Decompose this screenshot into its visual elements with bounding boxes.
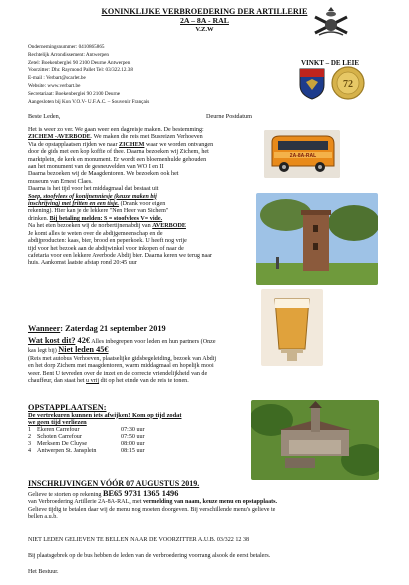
- table-row: [28, 434, 151, 441]
- destination: ZICHEM -AVERBODE: [28, 134, 91, 141]
- text-line: Je komt alles te weten over de abdijgemeenschap en de: [28, 230, 163, 237]
- text-span: Via de opstapplaatsen rijden we naar: [28, 141, 120, 148]
- bus-text: 2A-8A-RAL: [289, 153, 317, 159]
- text-line: cafetaria voor een lekkere Averbode Abdij bier. Daarna keren we terug naar: [28, 252, 212, 259]
- text-span: Gelieve te storten op rekening: [28, 492, 103, 498]
- stop-place: Antwerpen St. Jansplein: [37, 448, 97, 455]
- stop-place: Ekeren Carrefour: [37, 426, 80, 433]
- bank-account: BE65 9731 1365 1496: [102, 489, 179, 498]
- text-line: en het dorp Zichem met maagdentoren, warm middagmaal en hopelijk mooi: [28, 363, 214, 370]
- shield-icon: [299, 68, 325, 100]
- nonmember-price: Niet leden 45€: [58, 345, 109, 355]
- tower-image: [256, 193, 378, 285]
- text-line: marktplein, de kerk en monument. Er wordt een bloemenhulde gehouden: [28, 156, 207, 163]
- stop-time: 07:30 uur: [121, 426, 145, 433]
- vinkt-label: VINKT – DE LEIE: [301, 59, 360, 67]
- info-line: Zetel: Boekenberglei 90 2100 Deurne Antwerpen: [28, 59, 131, 66]
- text-line: abdijproducten: kaas, bier, brood en peperkoek. U heeft nog vrije: [28, 238, 187, 245]
- info-line: Secretariaat: Boekenberglei 90 2100 Deurne: [28, 90, 121, 97]
- artillery-emblem-icon: [309, 5, 353, 39]
- boarding-table: [28, 427, 151, 456]
- text-span: . We maken die reis met Busreizen Verhoeven: [90, 134, 203, 141]
- cost-question: Wat kost dit?: [28, 336, 76, 345]
- bus-image: [264, 130, 340, 178]
- registration-section: [28, 490, 388, 522]
- text-span: van Verbroedering Artillerie 2A-8A-RAL, met: [28, 499, 143, 506]
- payment-note: Bij betaling melden: S = stoofvlees V= vide.: [49, 215, 163, 222]
- event-date: : Zaterdag 21 september 2019: [60, 324, 166, 333]
- text-line: [28, 346, 264, 355]
- text-line: aan het monument van de gesneuvelden van WO I en II: [28, 164, 164, 171]
- text-span: ZICHEM: [119, 141, 145, 148]
- text-line: huis. Aankomst laatste afstap rond 20:45 uur: [28, 260, 137, 267]
- text-line: [28, 490, 388, 499]
- table-row: [28, 441, 151, 448]
- menu-line: Soep, stoofvlees of konijnenniesje (keuze maken bij: [28, 193, 157, 200]
- abbey-image: [251, 400, 379, 480]
- postdate: Deurne Postdatum: [206, 113, 252, 120]
- text-span: drinken.: [28, 215, 50, 222]
- boarding-section: [28, 404, 258, 456]
- text-line: Gelieve tijdig te betalen daar wij de menu nog moeten doorgeven. Bij verschillende menu's gelieve te: [28, 506, 276, 513]
- boarding-warning: we geen tijd verliezen: [28, 419, 87, 427]
- menu-line: inschrijving) met fritten en een tisje.: [28, 201, 120, 208]
- stop-time: 08:15 uur: [121, 448, 145, 455]
- when-heading: [28, 324, 166, 333]
- text-span: chauffeur, dan staat het: [28, 378, 87, 385]
- text-line: tijd voor het bezoek aan de abdijwinkel voor inkopen of naar de: [28, 245, 184, 252]
- medal-number: 72: [343, 79, 353, 90]
- info-line: Ondernemingsnummer: 0410865865: [28, 44, 105, 50]
- stop-place: Merksem De Cluyse: [37, 441, 88, 448]
- text-line: weer. Bent U tevreden over de inzet en de correcte vriendelijkheid van de: [28, 370, 208, 377]
- text-line: [28, 223, 258, 230]
- table-row: [28, 427, 151, 434]
- payment-reference: vermelding van naam, keuze menu en opstapplaats.: [142, 499, 278, 506]
- text-line: [28, 378, 264, 385]
- greeting: Beste Leden,: [28, 113, 61, 120]
- text-line: museum van Ernest Claes.: [28, 178, 93, 185]
- intro-text: [28, 127, 258, 268]
- table-row: [28, 448, 151, 455]
- text-span: waar we worden ontvangen: [144, 141, 214, 148]
- info-line: Voorzitter: Dhr. Raymond Pallet Tel: 03/322.12.38: [28, 67, 133, 74]
- text-line: [28, 499, 388, 506]
- info-line[interactable]: E-mail : Verbart@scarlet.be: [28, 75, 86, 82]
- org-title: KONINKLIJKE VERBROEDERING DER ARTILLERIE: [101, 7, 308, 16]
- nonmember-note: NIET LEDEN GELIEVEN TE BELLEN NAAR DE VOORZITTER A.U.B. 03/322 12 38: [28, 537, 250, 543]
- text-span: (Drank voor eigen: [119, 201, 166, 208]
- text-span: dit op het einde van de reis te tonen.: [99, 378, 189, 385]
- text-span: kas legt bij): [28, 348, 59, 355]
- boarding-title: OPSTAPPLAATSEN:: [28, 403, 107, 412]
- stop-place: Schoten Carrefour: [37, 433, 82, 440]
- stop-nr: 4: [28, 448, 32, 455]
- cost-section: [28, 337, 264, 385]
- medal-icon: [331, 66, 365, 100]
- info-line: Aangesloten bij Kon V.O.V- U.F.A.C. – Souvenir Français: [28, 98, 150, 105]
- when-label: Wanneer: [28, 324, 61, 333]
- text-line: Daarna is het tijd voor het middagmaal dat bestaat uit: [28, 186, 159, 193]
- org-subtitle: 2A – 8A - RAL: [180, 16, 229, 25]
- text-span: Alles inbegrepen voor leden en hun partners (Onze: [90, 339, 216, 345]
- stop-nr: 3: [28, 441, 32, 448]
- org-type: V.Z.W: [195, 26, 214, 33]
- beer-image: [261, 289, 323, 366]
- contact-info: [28, 44, 253, 106]
- info-line: Rechtelijk Arrondissement: Antwerpen: [28, 51, 109, 58]
- text-line: Daarna bezoeken wij de Maagdentoren. We bezoeken ook het: [28, 171, 179, 178]
- text-line: [28, 216, 258, 223]
- info-line[interactable]: Website: www.verbart.be: [28, 82, 81, 89]
- signature: Het Bestuur.: [28, 569, 59, 575]
- registration-title: INSCHRIJVINGEN VÓÓR 07 AUGUSTUS 2019.: [28, 479, 200, 488]
- text-line: (Reis met autobus Verhoeven, plaatselijke gidsbegeleiding, bezoek van Abdij: [28, 355, 217, 362]
- stop-nr: 2: [28, 433, 32, 440]
- closing-note: Bij plaatsgebrek op de bus hebben de leden van de verbroedering voorrang alsook de eerst betalers.: [28, 553, 271, 559]
- stop-time: 07:50 uur: [121, 433, 145, 440]
- text-line: rekening). Hier kan je de lekkere "Nen Heer van Sichem": [28, 208, 169, 215]
- price: 42€: [75, 336, 91, 345]
- text-line: door de gids met een kop koffie of thee. Daarna bezoeken wij Zichem, het: [28, 149, 209, 156]
- text-line: bellen a.u.b.: [28, 514, 58, 521]
- text-span: Na het eten bezoeken wij de norbertijnenabdij van: [28, 223, 153, 230]
- stop-time: 08:00 uur: [121, 441, 145, 448]
- text-span: AVERBODE: [152, 223, 186, 230]
- text-span: u vrij: [86, 378, 100, 385]
- text-line: Het is weer zo ver. We gaan weer een dagreisje maken. De bestemming:: [28, 127, 204, 133]
- text-line: [28, 134, 258, 141]
- stop-nr: 1: [28, 426, 32, 433]
- boarding-warning: De vertrekuren kunnen iets afwijken! Kom op tijd zodat: [28, 411, 182, 419]
